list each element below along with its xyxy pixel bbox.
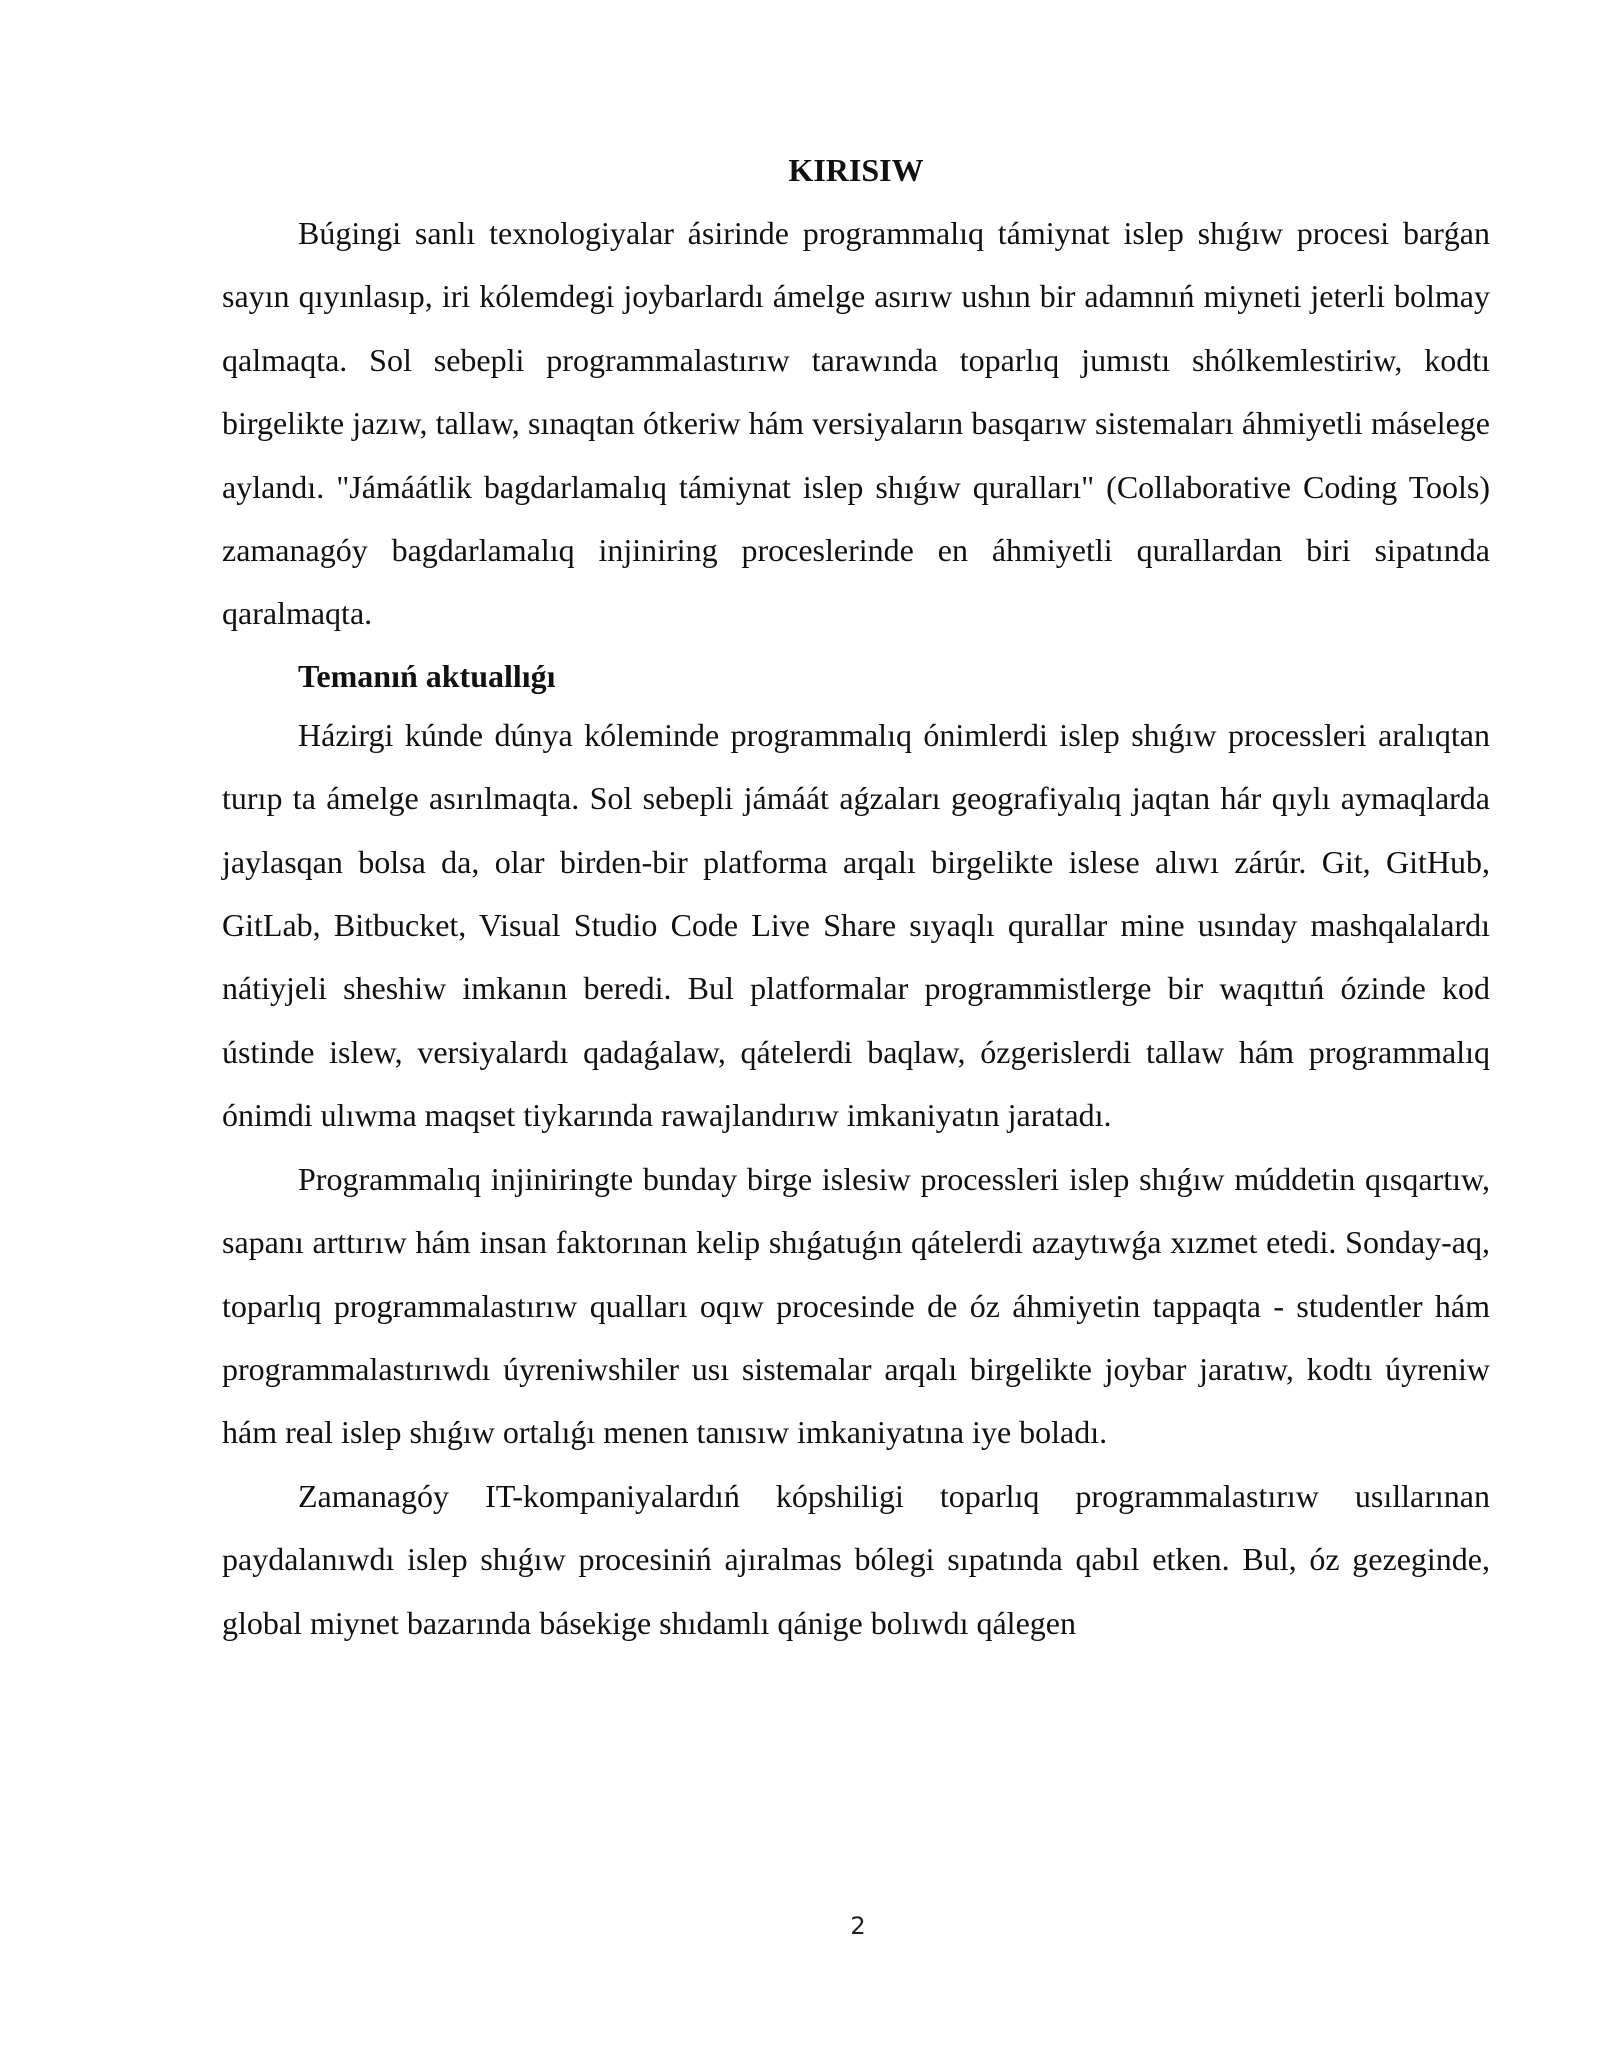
intro-paragraph: Búgingi sanlı texnologiyalar ásirinde programmalıq támiynat islep shıǵıw procesi barǵan sayın qıyınlasıp, iri kólemdegi joybarlardı ámelge asırıw ushın bir adamnıń miyneti jeterli bolmay qalmaqta. Sol sebepli programmalastırıw tarawında toparlıq jumıstı shólkemlestiriw, kodtı birgelikte jazıw, tallaw, sınaqtan ótkeriw hám versiyaların basqarıw sistemaları áhmiyetli máselege aylandı. "Jámáátlik bagdarlamalıq támiynat islep shıǵıw quralları" (Collaborative Coding Tools) zamanagóy bagdarlamalıq injiniring proceslerinde en áhmiyetli qurallardan biri sipatında qaralmaqta. — [222, 215, 1490, 632]
document-title: KIRISIW — [788, 152, 924, 188]
body-paragraph-1: Házirgi kúnde dúnya kóleminde programmalıq ónimlerdi islep shıǵıw processleri aralıqtan turıp ta ámelge asırılmaqta. Sol sebepli jámáát aǵzaları geografiyalıq jaqtan hár qıylı aymaqlarda jaylasqan bolsa da, olar birden-bir platforma arqalı birgelikte islese alıwı zárúr. Git, GitHub, GitLab, Bitbucket, Visual Studio Code Live Share sıyaqlı qurallar mine usınday mashqalalardı nátiyjeli sheshiw imkanın beredi. Bul platformalar programmistlerge bir waqıttıń ózinde kod ústinde islew, versiyalardı qadaǵalaw, qátelerdi baqlaw, ózgerislerdi tallaw hám programmalıq ónimdi ulıwma maqset tiykarında rawajlandırıw imkaniyatın jaratadı. — [222, 716, 1490, 1134]
page-number: 2 — [850, 1912, 866, 1940]
document-page — [222, 146, 1490, 1655]
body-paragraph-3: Zamanagóy IT-kompaniyalardıń kópshiligi toparlıq programmalastırıw usıllarınan paydalanıwdı islep shıǵıw procesiniń ajıralmas bólegi sıpatında qabıl etken. Bul, óz gezeginde, global miynet bazarında básekige shıdamlı qánige bolıwdı qálegen — [222, 1477, 1490, 1641]
section-heading: Temanıń aktuallıǵı — [298, 657, 556, 694]
body-paragraph-2: Programmalıq injiniringte bunday birge islesiw processleri islep shıǵıw múddetin qısqartıw, sapanı arttırıw hám insan faktorınan kelip shıǵatuǵın qátelerdi azaytıwǵa xızmet etedi. Sonday-aq, toparlıq programmalastırıw qualları oqıw procesinde de óz áhmiyetin tappaqta - studentler hám programmalastırıwdı úyreniwshiler usı sistemalar arqalı birgelikte joybar jaratıw, kodtı úyreniw hám real islep shıǵıw ortalıǵı menen tanısıw imkaniyatına iye boladı. — [222, 1160, 1490, 1451]
